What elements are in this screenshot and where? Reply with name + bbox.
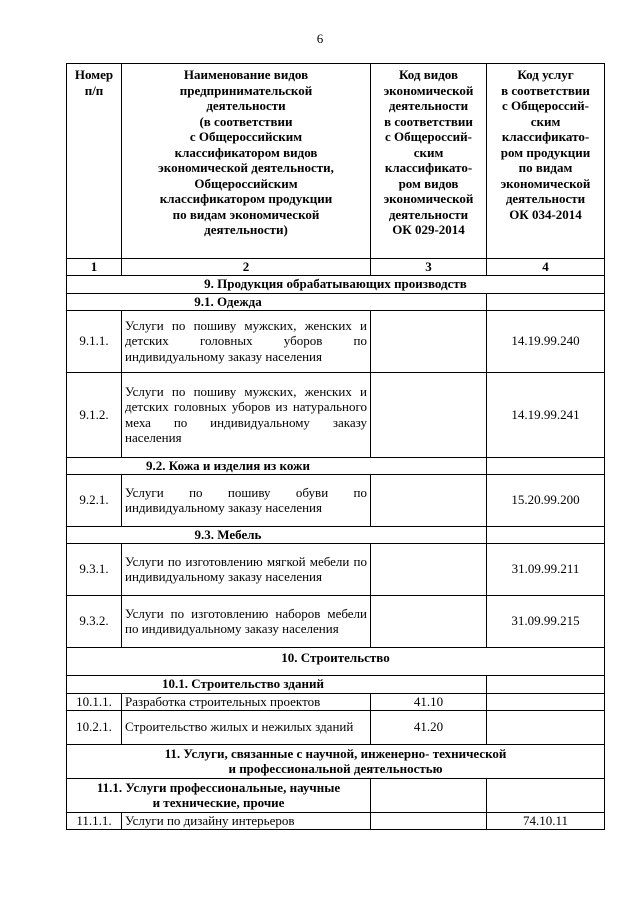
- empty-cell: [487, 457, 605, 474]
- header-okved-code: Код видов экономической деятельности в соответствии с Общероссий- ским классификато- ром видов экономической деятельности ОК 029-2014: [371, 64, 487, 259]
- row-number: 9.2.1.: [67, 474, 122, 526]
- okpd-code: 14.19.99.241: [487, 372, 605, 457]
- subsection-row: [67, 778, 605, 812]
- okpd-code: [487, 693, 605, 710]
- okpd-code: [487, 710, 605, 744]
- empty-cell: [371, 778, 487, 812]
- okved-code: [371, 543, 487, 595]
- table-row: [67, 595, 605, 647]
- empty-cell: [487, 675, 605, 693]
- table-row: [67, 812, 605, 829]
- table-row: [67, 693, 605, 710]
- empty-cell: [487, 778, 605, 812]
- header-activity-name: Наименование видов предпринимательской деятельности (в соответствии с Общероссийским классификатором видов экономической деятельности, Общероссийским классификатором продукции по видам экономической деятельности): [122, 64, 371, 259]
- header-number: Номер п/п: [67, 64, 122, 259]
- table-header-row: [67, 64, 605, 259]
- okpd-code: 15.20.99.200: [487, 474, 605, 526]
- table-row: [67, 710, 605, 744]
- okved-code: 41.10: [371, 693, 487, 710]
- okved-code: [371, 474, 487, 526]
- activity-name: Услуги по изготовлению наборов мебели по индивидуальному заказу населения: [122, 595, 371, 647]
- subsection-row: [67, 293, 605, 310]
- okpd-code: 31.09.99.211: [487, 543, 605, 595]
- empty-cell: [487, 526, 605, 543]
- okpd-code: 74.10.11: [487, 812, 605, 829]
- table-row: [67, 372, 605, 457]
- activity-name: Услуги по пошиву мужских, женских и детских головных уборов из натурального меха по индивидуальному заказу населения: [122, 372, 371, 457]
- subsection-title: 9.2. Кожа и изделия из кожи: [67, 457, 487, 474]
- okved-code: [371, 372, 487, 457]
- row-number: 10.1.1.: [67, 693, 122, 710]
- activity-name: Услуги по изготовлению мягкой мебели по индивидуальному заказу населения: [122, 543, 371, 595]
- subsection-title: 10.1. Строительство зданий: [67, 675, 487, 693]
- okpd-code: 14.19.99.240: [487, 310, 605, 372]
- column-number: 1: [67, 259, 122, 276]
- header-okpd-code: Код услуг в соответствии с Общероссий- ским классификато- ром продукции по видам экономической деятельности ОК 034-2014: [487, 64, 605, 259]
- activity-codes-table: [66, 63, 605, 830]
- okved-code: [371, 812, 487, 829]
- okved-code: 41.20: [371, 710, 487, 744]
- row-number: 9.1.1.: [67, 310, 122, 372]
- table-row: [67, 543, 605, 595]
- section-title: 10. Строительство: [67, 647, 605, 675]
- row-number: 11.1.1.: [67, 812, 122, 829]
- column-number: 2: [122, 259, 371, 276]
- subsection-row: [67, 675, 605, 693]
- okved-code: [371, 310, 487, 372]
- subsection-title: 9.3. Мебель: [67, 526, 487, 543]
- column-number: 4: [487, 259, 605, 276]
- section-row: [67, 744, 605, 778]
- activity-name: Услуги по пошиву мужских, женских и детских головных уборов по индивидуальному заказу населения: [122, 310, 371, 372]
- table-row: [67, 310, 605, 372]
- subsection-row: [67, 526, 605, 543]
- empty-cell: [487, 293, 605, 310]
- section-row: [67, 647, 605, 675]
- row-number: 9.3.2.: [67, 595, 122, 647]
- section-title: 9. Продукция обрабатывающих производств: [67, 275, 605, 293]
- section-row: [67, 275, 605, 293]
- section-title: 11. Услуги, связанные с научной, инженерно- технической и профессиональной деятельностью: [67, 744, 605, 778]
- page-number: 6: [316, 31, 324, 46]
- activity-name: Услуги по дизайну интерьеров: [122, 812, 371, 829]
- subsection-row: [67, 457, 605, 474]
- okpd-code: 31.09.99.215: [487, 595, 605, 647]
- subsection-title: 11.1. Услуги профессиональные, научные и технические, прочие: [67, 778, 371, 812]
- column-number-row: [67, 259, 605, 276]
- activity-name: Строительство жилых и нежилых зданий: [122, 710, 371, 744]
- row-number: 9.3.1.: [67, 543, 122, 595]
- activity-name: Разработка строительных проектов: [122, 693, 371, 710]
- row-number: 9.1.2.: [67, 372, 122, 457]
- row-number: 10.2.1.: [67, 710, 122, 744]
- activity-name: Услуги по пошиву обуви по индивидуальному заказу населения: [122, 474, 371, 526]
- okved-code: [371, 595, 487, 647]
- table-row: [67, 474, 605, 526]
- column-number: 3: [371, 259, 487, 276]
- subsection-title: 9.1. Одежда: [67, 293, 487, 310]
